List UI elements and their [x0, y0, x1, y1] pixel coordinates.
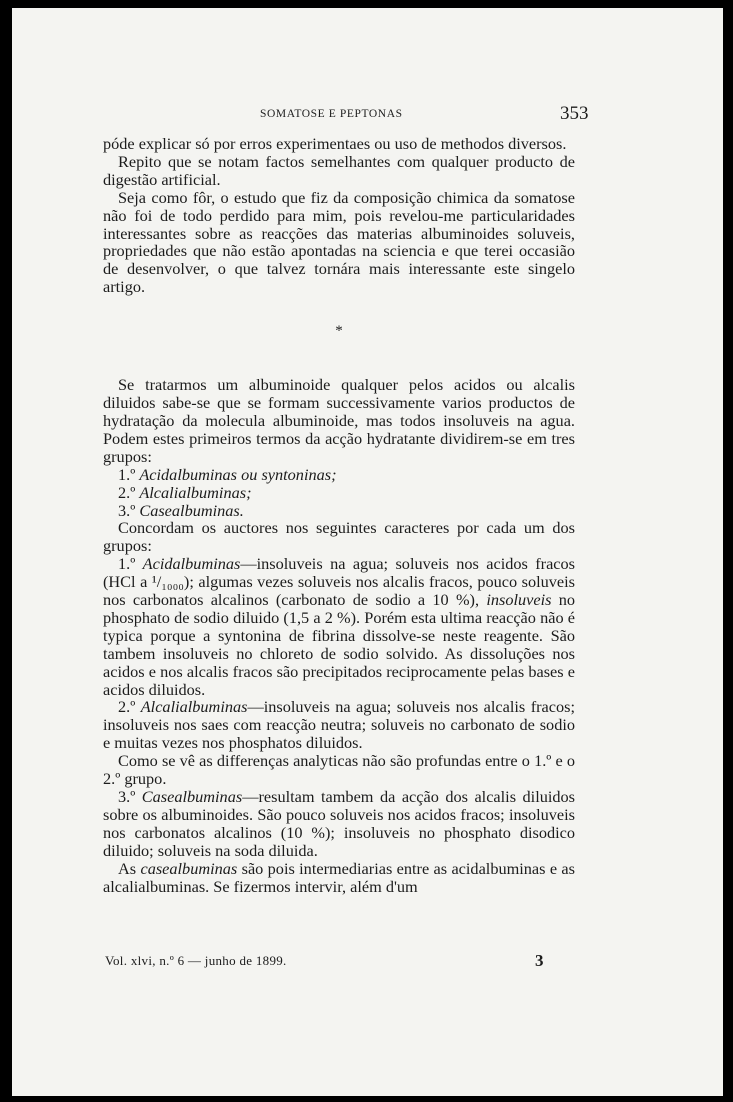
emphasis: insoluveis	[486, 590, 552, 610]
paragraph-alcalialbuminas	[103, 698, 575, 752]
paragraph: Se tratarmos um albuminoide qualquer pelos acidos ou alcalis diluidos sabe-se que se formam successivamente varios productos de hydratação da molecula albuminoide, mas todos insoluveis na agua. Podem estes primeiros termos da acção hydratante dividirem-se em tres grupos:	[103, 375, 575, 466]
list-item	[118, 466, 575, 484]
item-text: —resultam tambem da acção dos alcalis diluidos sobre os albuminoides. São pouco soluveis nos acidos fracos; insoluveis nos carbonatos alcalinos (10 %); insoluveis no phosphato disodico diluido; soluveis na soda diluida.	[103, 787, 576, 860]
list-term: Acidalbuminas ou syntoninas;	[139, 464, 337, 484]
paragraph-acidalbuminas	[103, 555, 575, 698]
list-item	[118, 502, 575, 520]
section-separator: *	[335, 323, 343, 340]
page-body	[103, 135, 575, 895]
item-term: Alcalialbuminas	[140, 697, 248, 717]
list-term: Casealbuminas.	[139, 500, 244, 520]
item-number: 1.º	[118, 554, 136, 574]
list-number: 2.º	[118, 482, 136, 502]
page-footer	[105, 951, 560, 973]
paragraph: Como se vê as differenças analyticas não são profundas entre o 1.º e o 2.º grupo.	[103, 751, 575, 789]
paragraph: Concordam os auctores nos seguintes caracteres por cada um dos grupos:	[103, 518, 575, 556]
book-page	[12, 8, 723, 1096]
page-header	[12, 103, 723, 126]
volume-line: Vol. xlvi, n.º 6 — junho de 1899.	[105, 953, 287, 968]
item-text: —insoluveis na agua; soluveis nos alcalis fracos; insoluveis nos saes com reacção neutra; soluveis no carbonato de sodio e muitas vezes nos phosphatos diluidos.	[103, 697, 575, 753]
item-term: casealbuminas	[140, 858, 238, 878]
item-text: no phosphato de sodio diluido (1,5 a 2 %). Porém esta ultima reacção não é typica porque a syntonina de fibrina dissolve-se neste reagente. São tambem insoluveis no chloreto de sodio solvido. As dissoluções nos acidos e nos alcalis fracos são precipitados reciprocamente pelas bases e acidos diluidos.	[103, 590, 575, 699]
item-term: Acidalbuminas	[142, 554, 241, 574]
list-number: 3.º	[118, 500, 136, 520]
item-term: Casealbuminas	[141, 787, 243, 806]
page-number: 353	[560, 103, 589, 124]
signature-mark: 3	[535, 951, 544, 970]
paragraph-casealbuminas	[103, 788, 575, 860]
paragraph: Seja como fôr, o estudo que fiz da composição chimica da somatose não foi de todo perdido para mim, pois revelou-me particularidades interessantes sobre as reacções das materias albuminoides soluveis, propriedades que não estão apontadas na sciencia e que terei occasião de desenvolver, o que talvez tornára mais interessante este singelo artigo.	[103, 187, 575, 297]
item-number: 2.º	[118, 697, 136, 717]
running-head: SOMATOSE E PEPTONAS	[260, 108, 403, 120]
list-term: Alcalialbuminas;	[139, 482, 252, 502]
paragraph	[103, 860, 575, 896]
paragraph: póde explicar só por erros experimentaes ou uso de methodos diversos.	[103, 134, 567, 153]
paragraph: Repito que se notam factos semelhantes com qualquer producto de digestão artificial.	[103, 151, 575, 189]
list-number: 1.º	[118, 464, 136, 484]
list-item	[118, 484, 575, 502]
item-text: são pois intermediarias entre as acidalbuminas e as alcalialbuminas. Se fizermos intervir, além d'um	[103, 858, 575, 896]
item-text: —insoluveis na agua; soluveis nos acidos fracos (HCl a ¹/₁₀₀₀); algumas vezes soluveis nos alcalis fracos, pouco soluveis nos carbonatos alcalinos (carbonato de sodio a 10 %),	[103, 554, 575, 610]
item-text: As	[118, 858, 137, 878]
item-number: 3.º	[118, 787, 136, 806]
